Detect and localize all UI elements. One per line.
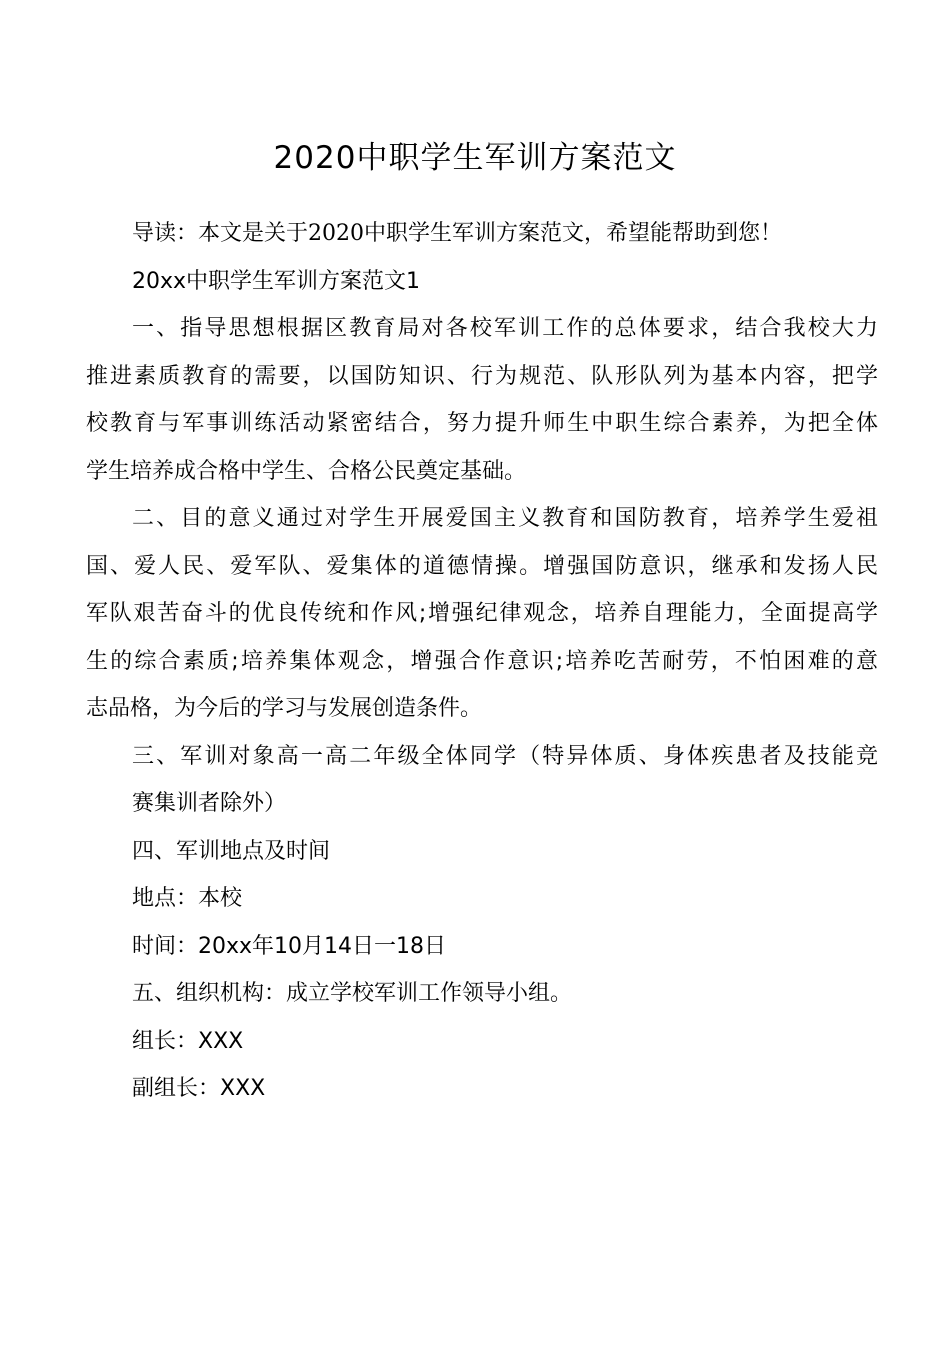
section-1-line: 学生培养成合格中学生、合格公民奠定基础。 (86, 458, 527, 484)
section-5-heading: 五、组织机构：成立学校军训工作领导小组。 (132, 981, 573, 1006)
section-2-line: 二、目的意义通过对学生开展爱国主义教育和国防教育，培养学生爱祖 (132, 506, 878, 531)
subtitle-line: 20xx中职学生军训方案范文1 (132, 268, 421, 294)
section-2-line: 志品格，为今后的学习与发展创造条件。 (86, 696, 483, 721)
section-2-line: 生的综合素质;培养集体观念，增强合作意识;培养吃苦耐劳，不怕困难的意 (86, 648, 878, 674)
leader-line: 组长：XXX (132, 1028, 244, 1054)
section-1-line: 一、指导思想根据区教育局对各校军训工作的总体要求，结合我校大力 (132, 316, 878, 341)
section-1-line: 校教育与军事训练活动紧密结合，努力提升师生中职生综合素养，为把全体 (86, 411, 878, 436)
location-line: 地点：本校 (132, 886, 243, 911)
deputy-leader-line: 副组长：XXX (132, 1076, 266, 1101)
section-4-heading: 四、军训地点及时间 (132, 838, 331, 864)
section-2-line: 国、爱人民、爱军队、爱集体的道德情操。增强国防意识，继承和发扬人民 (86, 553, 878, 579)
section-3-line: 赛集训者除外） (132, 791, 287, 816)
section-3-line: 三、军训对象高一高二年级全体同学（特异体质、身体疾患者及技能竞 (132, 743, 878, 769)
document-body (86, 210, 878, 1113)
intro-line: 导读：本文是关于2020中职学生军训方案范文，希望能帮助到您！ (132, 221, 782, 246)
time-line: 时间：20xx年10月14日一18日 (132, 933, 447, 959)
section-1-line: 推进素质教育的需要，以国防知识、行为规范、队形队列为基本内容，把学 (86, 363, 878, 389)
document-title: 2020中职学生军训方案范文 (273, 140, 677, 176)
section-2-line: 军队艰苦奋斗的优良传统和作风;增强纪律观念，培养自理能力，全面提高学 (86, 601, 878, 626)
